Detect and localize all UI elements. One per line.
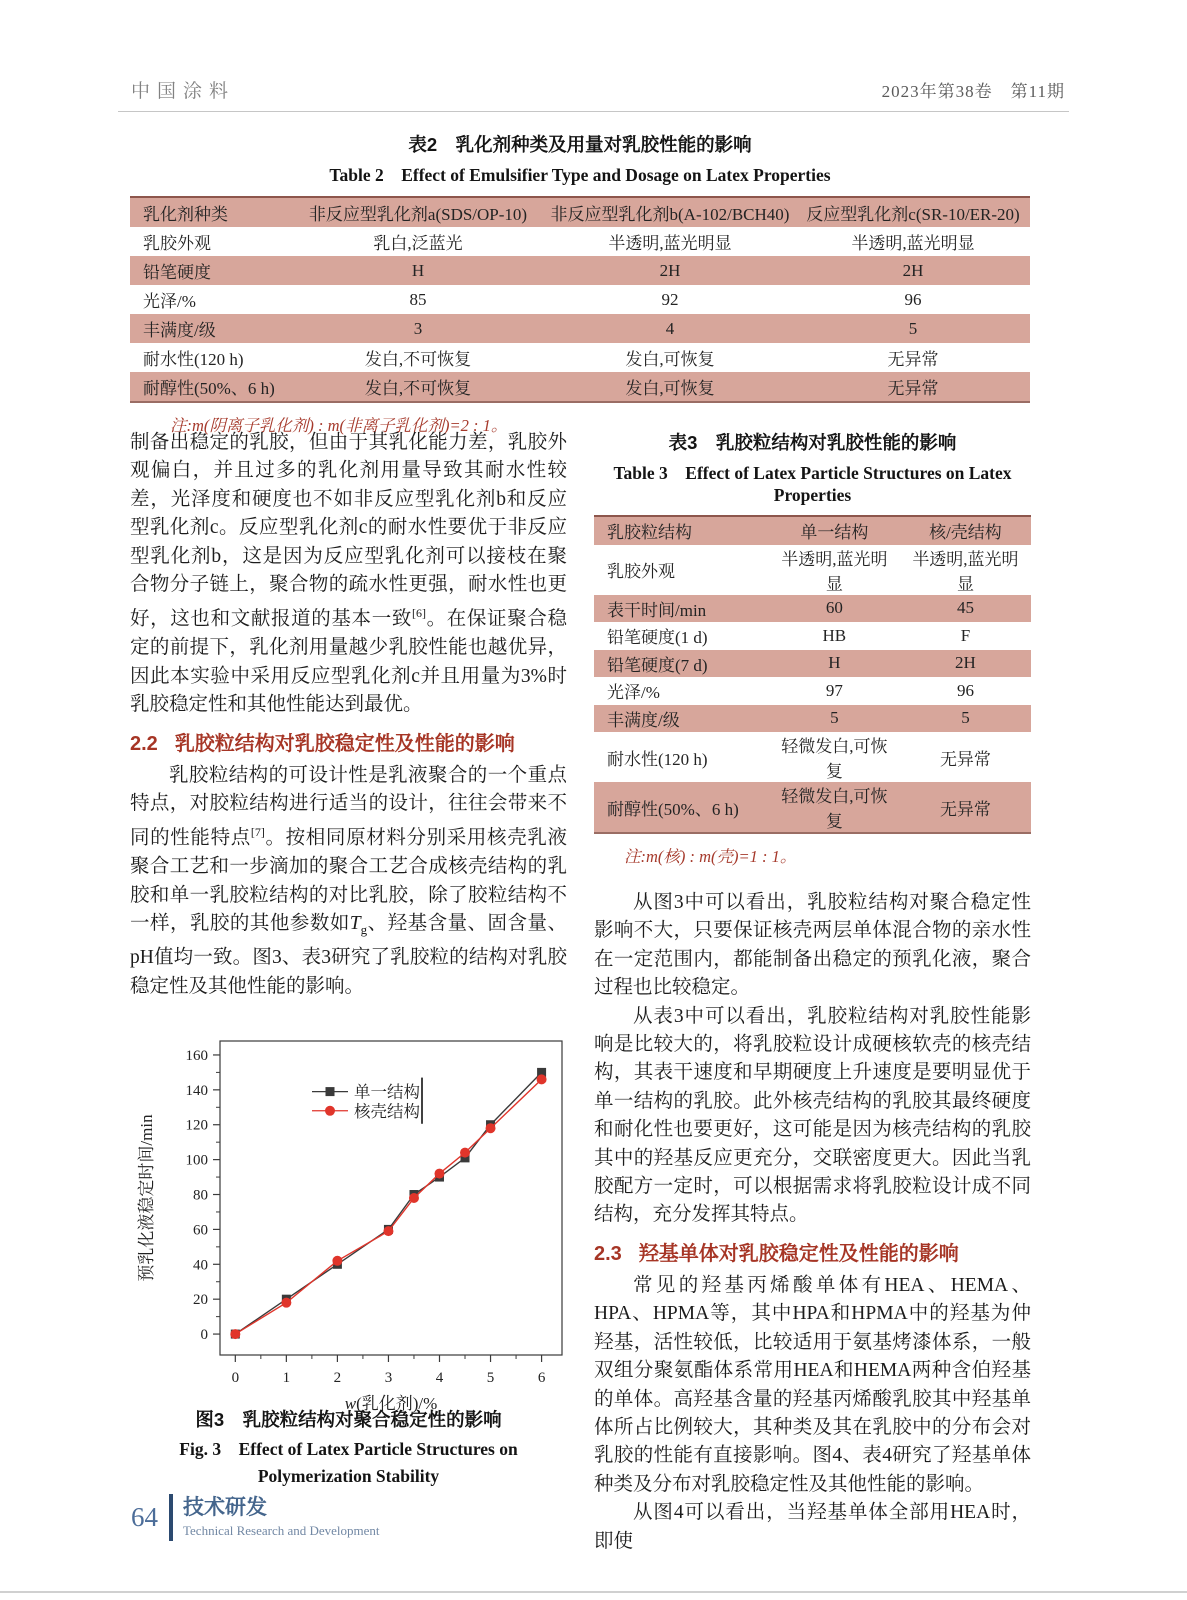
paragraph: 常见的羟基丙烯酸单体有HEA、HEMA、HPA、HPMA等，其中HPA和HPMA中的羟基为仲羟基，活性较低，比较适用于氨基烤漆体系，一般双组分聚氨酯体系常用HEA和HEMA两种含伯羟基的单体。高羟基含量的羟基丙烯酸乳胶其中羟基单体所占比例较大，其种类及其在乳胶中的分布会对乳胶的性能有直接影响。图4、表4研究了羟基单体种类及分布对乳胶稳定性及其他性能的影响。 bbox=[594, 1274, 1031, 1495]
cell: 丰满度/级 bbox=[607, 710, 680, 730]
footer-section bbox=[183, 1496, 380, 1539]
page-header bbox=[131, 76, 1065, 103]
cell: 发白,不可恢复 bbox=[364, 379, 472, 398]
caption-line: Polymerization Stability bbox=[257, 1466, 440, 1487]
variable-T: T bbox=[349, 913, 361, 935]
paragraph: 从图3中可以看出，乳胶粒结构对聚合稳定性影响不大，只要保证核壳两层单体混合物的亲水性在一定范围内，都能制备出稳定的预乳化液，聚合过程也比较稳定。 bbox=[594, 892, 1031, 999]
cell: 光泽/% bbox=[143, 292, 196, 311]
table-row bbox=[130, 285, 1030, 314]
cell: 单一结构 bbox=[800, 523, 869, 543]
cell: 96 bbox=[956, 680, 974, 700]
section-title: 羟基单体对乳胶稳定性及性能的影响 bbox=[638, 1242, 959, 1265]
cell: 耐水性(120 h) bbox=[607, 749, 708, 769]
cell: 丰满度/级 bbox=[143, 321, 216, 340]
cell: 乳胶外观 bbox=[607, 562, 675, 581]
svg-text:单一结构: 单一结构 bbox=[354, 1082, 420, 1102]
cell: 乳白,泛蓝光 bbox=[373, 234, 463, 253]
svg-text:6: 6 bbox=[537, 1370, 546, 1387]
cell: 无异常 bbox=[939, 799, 991, 819]
figure3-caption-en bbox=[130, 1436, 567, 1490]
issue-info: 2023年第38卷 第11期 bbox=[881, 82, 1065, 101]
svg-text:120: 120 bbox=[185, 1117, 208, 1134]
caption-line: Properties bbox=[773, 485, 852, 505]
svg-text:核壳结构: 核壳结构 bbox=[354, 1101, 420, 1121]
table-row bbox=[594, 732, 1031, 782]
table-row bbox=[594, 677, 1031, 705]
table-row bbox=[130, 314, 1030, 343]
cell: 耐醇性(50%、6 h) bbox=[607, 799, 739, 819]
svg-text:预乳化液稳定时间/min: 预乳化液稳定时间/min bbox=[137, 1114, 156, 1282]
table-row bbox=[594, 705, 1031, 733]
cell: 92 bbox=[661, 289, 679, 309]
footer-section-cn: 技术研发 bbox=[183, 1496, 267, 1519]
page-footer bbox=[131, 1494, 380, 1541]
figure3 bbox=[130, 1011, 567, 1490]
cell: 反应型乳化剂c(SR-10/ER-20) bbox=[806, 205, 1020, 224]
cell: 97 bbox=[825, 680, 843, 700]
cell: 5 bbox=[961, 708, 970, 728]
page-bottom-edge bbox=[0, 1591, 1187, 1593]
table-row bbox=[594, 595, 1031, 623]
cell: 发白,不可恢复 bbox=[364, 350, 472, 369]
paragraph bbox=[130, 429, 567, 720]
cell: 5 bbox=[830, 708, 839, 728]
citation-ref: [6] bbox=[411, 606, 426, 621]
cell: F bbox=[960, 625, 971, 645]
section-heading-2-2 bbox=[130, 727, 567, 756]
section-heading-2-3 bbox=[594, 1237, 1031, 1266]
svg-text:w(乳化剂)/%: w(乳化剂)/% bbox=[344, 1394, 438, 1414]
cell: 轻微发白,可恢复 bbox=[781, 737, 888, 781]
cell: HB bbox=[822, 625, 847, 645]
table-row bbox=[130, 372, 1030, 402]
cell: 耐醇性(50%、6 h) bbox=[143, 379, 275, 398]
svg-text:5: 5 bbox=[486, 1370, 495, 1387]
table-row bbox=[130, 227, 1030, 256]
cell: 发白,可恢复 bbox=[625, 350, 715, 369]
cell: H bbox=[828, 653, 841, 673]
text-run: 。按相同原材料分别采用核壳乳液聚合工艺和一步滴加的聚合工艺合成核壳结构的乳胶和单一乳胶粒结构的对比乳胶，除了胶粒结构不一样，乳胶的其他参数如 bbox=[130, 827, 567, 935]
table-row bbox=[594, 516, 1031, 545]
cell: 2H bbox=[659, 260, 681, 280]
cell: 发白,可恢复 bbox=[625, 379, 715, 398]
table3-title-cn: 表3 乳胶粒结构对乳胶性能的影响 bbox=[668, 432, 957, 453]
svg-text:2: 2 bbox=[333, 1370, 342, 1387]
cell: 铅笔硬度(7 d) bbox=[607, 655, 708, 675]
caption-line: Table 3 Effect of Latex Particle Structures on Latex bbox=[613, 463, 1012, 483]
table2-title-cn: 表2 乳化剂种类及用量对乳胶性能的影响 bbox=[408, 134, 752, 155]
cell: 非反应型乳化剂b(A-102/BCH40) bbox=[550, 205, 790, 224]
svg-text:140: 140 bbox=[185, 1083, 208, 1100]
section-title: 乳胶粒结构对乳胶稳定性及性能的影响 bbox=[174, 732, 515, 755]
table3 bbox=[594, 515, 1031, 834]
cell: 45 bbox=[956, 598, 974, 618]
cell: 无异常 bbox=[939, 749, 991, 769]
paragraph: 从表3中可以看出，乳胶粒结构对乳胶性能影响是比较大的，将乳胶粒设计成硬核软壳的核壳结构，其表干速度和早期硬度上升速度是要明显优于单一结构的乳胶。此外核壳结构的乳胶其最终硬度和耐化性也要更好，这可能是因为核壳结构的乳胶其中的羟基反应更充分，交联密度更大。因此当乳胶配方一定时，可以根据需求将乳胶粒设计成不同结构，充分发挥其特点。 bbox=[594, 1005, 1031, 1226]
svg-text:1: 1 bbox=[282, 1370, 291, 1387]
footer-divider-bar bbox=[169, 1494, 173, 1541]
svg-text:160: 160 bbox=[185, 1048, 208, 1065]
cell: 无异常 bbox=[887, 350, 939, 369]
right-column bbox=[594, 429, 1031, 1556]
text-run: 乳胶粒结构的可设计性是乳液聚合的一个重点特点，对胶粒结构进行适当的设计，往往会带来不同的性能特点 bbox=[130, 764, 567, 849]
cell: 半透明,蓝光明显 bbox=[608, 234, 732, 253]
cell: 核/壳结构 bbox=[929, 523, 1002, 543]
subscript-g: g bbox=[360, 921, 368, 937]
paragraph bbox=[130, 762, 567, 1002]
table-row bbox=[130, 343, 1030, 372]
cell: 85 bbox=[409, 289, 427, 309]
table-row bbox=[594, 545, 1031, 595]
cell: 半透明,蓝光明显 bbox=[912, 549, 1019, 594]
cell: 60 bbox=[825, 598, 843, 618]
svg-text:20: 20 bbox=[193, 1292, 208, 1309]
cell: 轻微发白,可恢复 bbox=[781, 787, 888, 831]
text-run: 。在保证聚合稳定的前提下，乳化剂用量越少乳胶性能也越优异，因此本实验中采用反应型乳化剂c并且用量为3%时乳胶稳定性和其他性能达到最优。 bbox=[130, 608, 567, 716]
svg-text:100: 100 bbox=[185, 1152, 208, 1169]
citation-ref: [7] bbox=[250, 825, 265, 840]
footer-section-en: Technical Research and Development bbox=[183, 1523, 380, 1538]
cell: 3 bbox=[413, 318, 423, 338]
svg-text:40: 40 bbox=[193, 1257, 208, 1274]
cell: 乳胶粒结构 bbox=[607, 523, 692, 543]
figure3-caption-cn: 图3 乳胶粒结构对聚合稳定性的影响 bbox=[195, 1409, 502, 1431]
table2 bbox=[130, 196, 1030, 403]
section-number: 2.2 bbox=[130, 732, 158, 755]
cell: 光泽/% bbox=[607, 683, 660, 703]
cell: 耐水性(120 h) bbox=[143, 350, 244, 369]
table-row bbox=[594, 650, 1031, 678]
table2-note: 注:m(阴离子乳化剂) : m(非离子乳化剂)=2 : 1。 bbox=[170, 416, 508, 435]
paragraph: 从图4可以看出，当羟基单体全部用HEA时，即使 bbox=[594, 1502, 1031, 1552]
figure3-chart bbox=[130, 1011, 567, 1414]
cell: 半透明,蓝光明显 bbox=[851, 234, 975, 253]
journal-name: 中国涂料 bbox=[131, 81, 236, 102]
svg-text:0: 0 bbox=[200, 1327, 208, 1344]
table-row bbox=[130, 256, 1030, 285]
table2-block bbox=[130, 131, 1030, 436]
cell: H bbox=[411, 260, 425, 280]
caption-line: Fig. 3 Effect of Latex Particle Structures on bbox=[179, 1439, 518, 1460]
header-divider bbox=[118, 111, 1069, 112]
cell: 铅笔硬度(1 d) bbox=[607, 628, 708, 648]
left-column bbox=[130, 429, 567, 1490]
cell: 铅笔硬度 bbox=[143, 263, 211, 282]
cell: 乳胶外观 bbox=[143, 234, 211, 253]
cell: 2H bbox=[902, 260, 924, 280]
cell: 非反应型乳化剂a(SDS/OP-10) bbox=[308, 205, 528, 224]
table3-title-en bbox=[594, 460, 1031, 506]
text-run: 、羟基含量、固含量、pH值均一致。图3、表3研究了乳胶粒的结构对乳胶稳定性及其他性能的影响。 bbox=[130, 913, 567, 997]
cell: 乳化剂种类 bbox=[143, 205, 228, 224]
svg-text:60: 60 bbox=[193, 1222, 208, 1239]
page-number: 64 bbox=[131, 1502, 158, 1532]
svg-text:0: 0 bbox=[231, 1370, 240, 1387]
cell: 96 bbox=[904, 289, 922, 309]
text-run: 制备出稳定的乳胶，但由于其乳化能力差，乳胶外观偏白，并且过多的乳化剂用量导致其耐水性较差，光泽度和硬度也不如非反应型乳化剂b和反应型乳化剂c。反应型乳化剂c的耐水性要优于非反应型乳化剂b，这是因为反应型乳化剂可以接枝在聚合物分子链上，聚合物的疏水性更强，耐水性也更好，这也和文献报道的基本一致 bbox=[130, 432, 567, 630]
svg-text:3: 3 bbox=[384, 1370, 393, 1387]
cell: 无异常 bbox=[887, 379, 939, 398]
svg-text:4: 4 bbox=[435, 1370, 444, 1387]
cell: 5 bbox=[908, 318, 918, 338]
cell: 表干时间/min bbox=[607, 600, 707, 620]
table2-title-en: Table 2 Effect of Emulsifier Type and Dosage on Latex Properties bbox=[329, 165, 831, 185]
svg-text:80: 80 bbox=[193, 1187, 208, 1204]
table-row bbox=[594, 782, 1031, 833]
table3-note: 注:m(核) : m(壳)=1 : 1。 bbox=[624, 847, 797, 866]
table-row bbox=[594, 622, 1031, 650]
cell: 2H bbox=[955, 653, 976, 673]
section-number: 2.3 bbox=[594, 1242, 622, 1265]
table-row bbox=[130, 197, 1030, 227]
cell: 半透明,蓝光明显 bbox=[781, 549, 888, 594]
cell: 4 bbox=[665, 318, 675, 338]
